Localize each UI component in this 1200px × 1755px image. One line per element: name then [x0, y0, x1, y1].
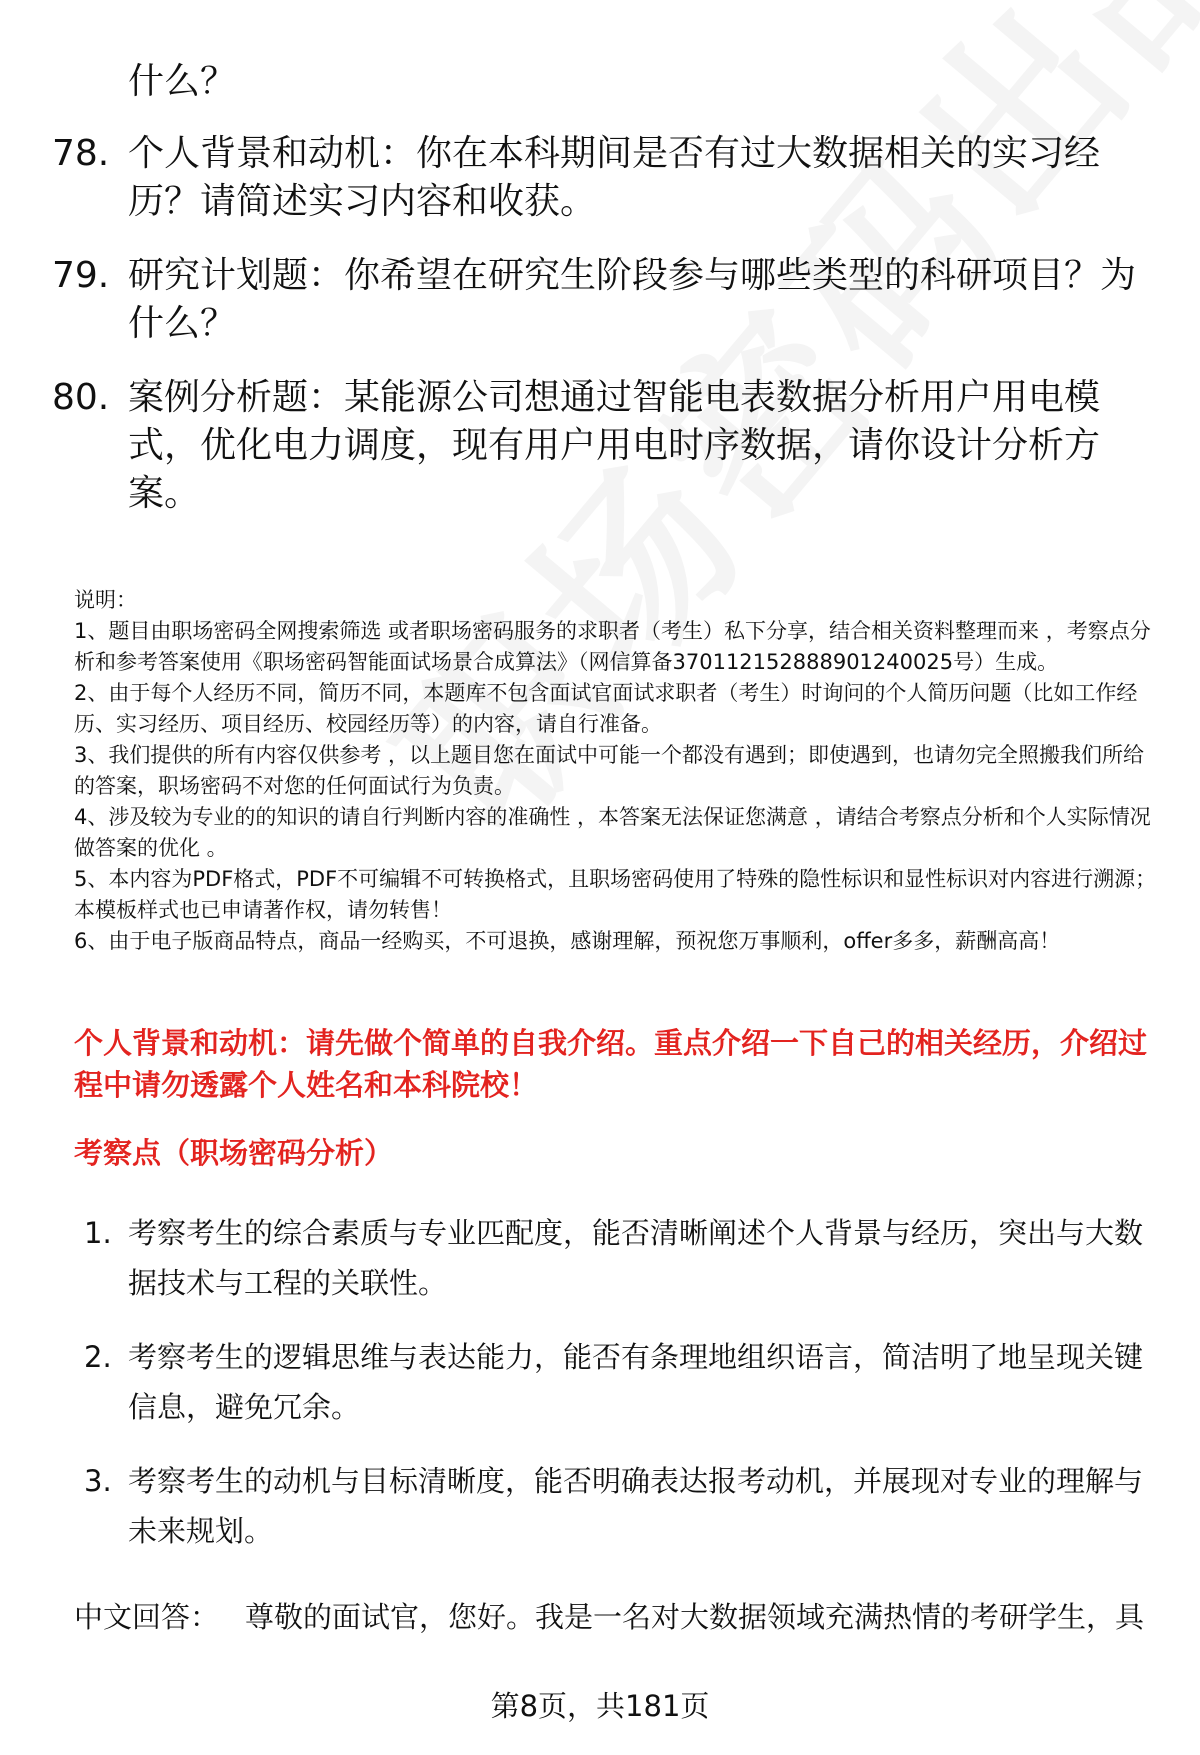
- point-text: 考察考生的综合素质与专业匹配度，能否清晰阐述个人背景与经历，突出与大数据技术与工程的关联性。: [128, 1216, 1144, 1300]
- note-item: 3、我们提供的所有内容仅供参考 ，以上题目您在面试中可能一个都没有遇到；即使遇到，也请勿完全照搬我们所给的答案，职场密码不对您的任何面试行为负责。: [74, 743, 1145, 798]
- point-number: 2.: [84, 1340, 112, 1374]
- question-continuation: 什么？: [128, 61, 237, 102]
- page-footer: 第8页，共181页: [490, 1689, 710, 1723]
- analysis-points: [84, 1208, 1164, 1580]
- analysis-point: [84, 1456, 1164, 1556]
- point-number: 3.: [84, 1464, 112, 1498]
- analysis-point: [84, 1208, 1164, 1308]
- note-item: 2、由于每个人经历不同，简历不同，本题库不包含面试官面试求职者（考生）时询问的个人简历问题（比如工作经历、实习经历、项目经历、校园经历等）的内容，请自行准备。: [74, 681, 1138, 736]
- point-text: 考察考生的逻辑思维与表达能力，能否有条理地组织语言，简洁明了地呈现关键信息，避免冗余。: [128, 1340, 1144, 1424]
- question-78: [52, 130, 1162, 226]
- question-text: 研究计划题：你希望在研究生阶段参与哪些类型的科研项目？为什么？: [128, 255, 1137, 344]
- note-item: 6、由于电子版商品特点，商品一经购买，不可退换，感谢理解，预祝您万事顺利，offer多多，薪酬高高！: [74, 929, 1061, 953]
- question-80: [52, 374, 1162, 518]
- answer-label: 中文回答：: [74, 1600, 220, 1634]
- note-item: 1、题目由职场密码全网搜索筛选 或者职场密码服务的求职者（考生）私下分享，结合相关资料整理而来 ，考察点分析和参考答案使用《职场密码智能面试场景合成算法》（网信算备370112152888901240025号）生成。: [74, 619, 1151, 674]
- question-number: 80.: [52, 377, 110, 418]
- note-item: 5、本内容为PDF格式，PDF不可编辑不可转换格式，且职场密码使用了特殊的隐性标识和显性标识对内容进行溯源；本模板样式也已申请著作权，请勿转售！: [74, 867, 1157, 922]
- notes-title: 说明：: [74, 588, 137, 612]
- analysis-title: 考察点（职场密码分析）: [74, 1136, 394, 1170]
- notes-section: [74, 585, 1164, 957]
- note-item: 4、涉及较为专业的的知识的请自行判断内容的准确性 ，本答案无法保证您满意 ，请结合考察点分析和个人实际情况做答案的优化 。: [74, 805, 1151, 860]
- answer-paragraph: [74, 1596, 1174, 1638]
- point-number: 1.: [84, 1216, 112, 1250]
- question-79: [52, 252, 1162, 348]
- highlight-question: 个人背景和动机：请先做个简单的自我介绍。重点介绍一下自己的相关经历，介绍过程中请勿透露个人姓名和本科院校！: [74, 1026, 1148, 1102]
- question-number: 78.: [52, 133, 110, 174]
- question-number: 79.: [52, 255, 110, 296]
- question-text: 案例分析题：某能源公司想通过智能电表数据分析用户用电模式，优化电力调度，现有用户用电时序数据，请你设计分析方案。: [128, 377, 1101, 514]
- question-text: 个人背景和动机：你在本科期间是否有过大数据相关的实习经历？请简述实习内容和收获。: [128, 133, 1101, 222]
- point-text: 考察考生的动机与目标清晰度，能否明确表达报考动机，并展现对专业的理解与未来规划。: [128, 1464, 1144, 1548]
- answer-text: 尊敬的面试官，您好。我是一名对大数据领域充满热情的考研学生，具: [245, 1600, 1145, 1634]
- analysis-point: [84, 1332, 1164, 1432]
